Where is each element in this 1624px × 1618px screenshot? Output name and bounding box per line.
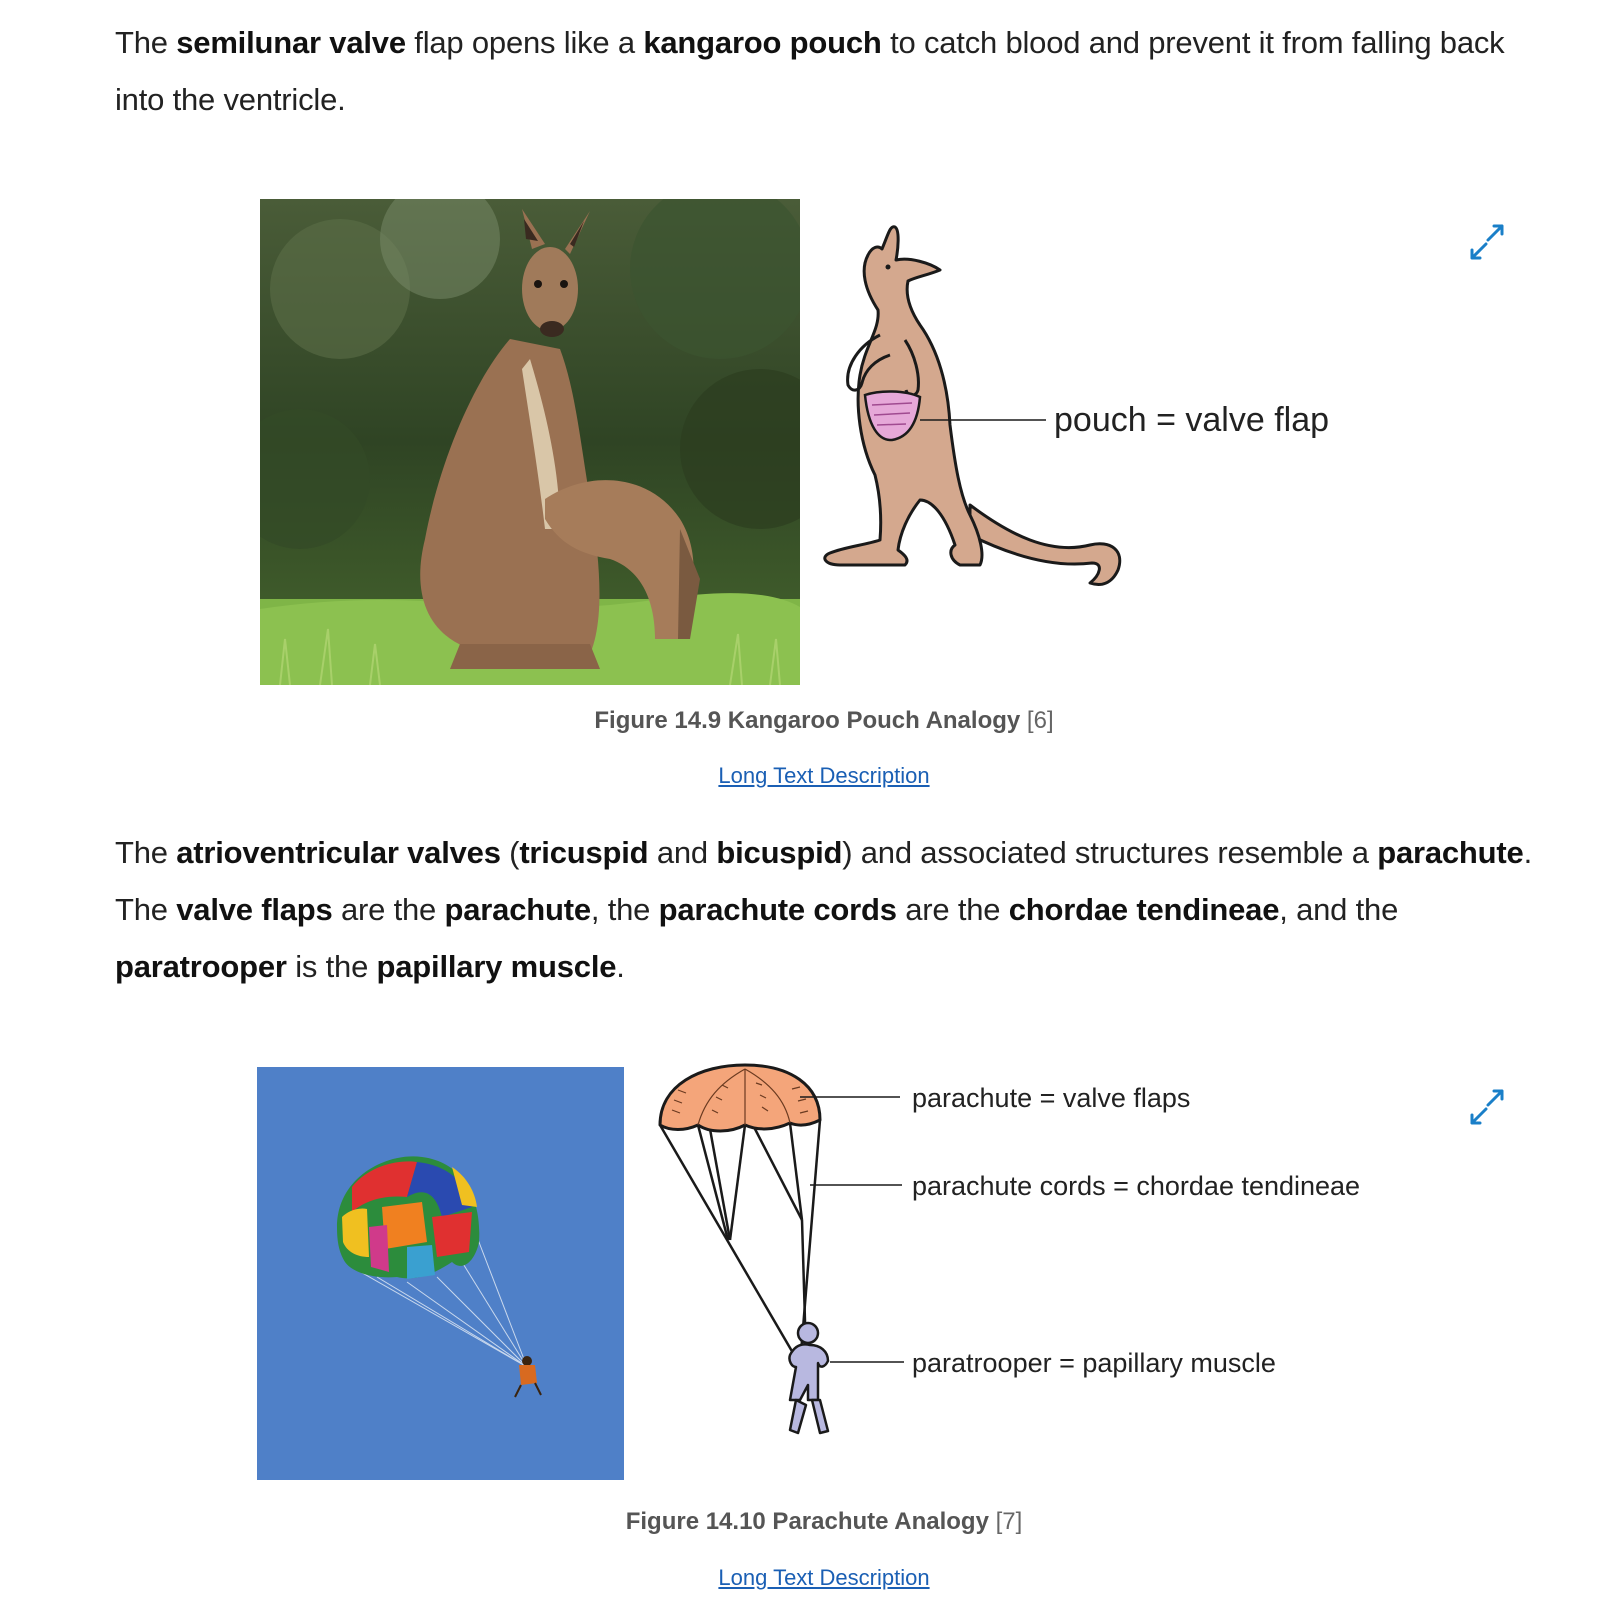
term-papillary-muscle: papillary muscle	[376, 949, 617, 984]
label-parachute-cords: parachute cords = chordae tendineae	[912, 1171, 1361, 1201]
long-text-description-link[interactable]: Long Text Description	[718, 1565, 930, 1590]
long-text-description-link[interactable]: Long Text Description	[718, 763, 930, 788]
term-bicuspid: bicuspid	[716, 835, 843, 870]
long-description-container	[0, 763, 1624, 789]
parachute-diagram	[650, 1055, 1430, 1455]
term-atrioventricular-valves: atrioventricular valves	[176, 835, 501, 870]
term-parachute-cords: parachute cords	[658, 892, 897, 927]
term-kangaroo-pouch: kangaroo pouch	[643, 25, 882, 60]
term-semilunar-valve: semilunar valve	[176, 25, 406, 60]
figure-caption	[0, 707, 1624, 735]
label-parachute: parachute = valve flaps	[912, 1083, 1191, 1113]
term-parachute: parachute	[1377, 835, 1524, 870]
term-tricuspid: tricuspid	[519, 835, 649, 870]
paragraph-atrioventricular: The atrioventricular valves (tricuspid and bicuspid) and associated structures resemble a parachute. The valve flaps are the parachute, the parachute cords are the chordae tendineae, and the paratrooper is the papillary muscle.	[115, 835, 1532, 984]
caption-reference[interactable]: [7]	[995, 1508, 1023, 1535]
label-paratrooper: paratrooper = papillary muscle	[912, 1348, 1276, 1378]
parachute-photo	[257, 1067, 624, 1480]
long-description-container	[0, 1565, 1624, 1591]
caption-reference[interactable]: [6]	[1026, 707, 1054, 734]
expand-icon[interactable]	[1466, 1085, 1510, 1129]
figure-caption	[0, 1508, 1624, 1536]
term-paratrooper: paratrooper	[115, 949, 287, 984]
term-valve-flaps: valve flaps	[176, 892, 333, 927]
caption-title: Figure 14.9 Kangaroo Pouch Analogy	[594, 707, 1021, 734]
term-chordae-tendineae: chordae tendineae	[1008, 892, 1280, 927]
expand-icon[interactable]	[1466, 220, 1510, 264]
term-parachute-2: parachute	[444, 892, 591, 927]
paragraph-semilunar: The semilunar valve flap opens like a kangaroo pouch to catch blood and prevent it from falling back into the ventricle.	[115, 25, 1505, 117]
kangaroo-photo	[260, 199, 800, 685]
kangaroo-diagram	[820, 215, 1460, 615]
caption-title: Figure 14.10 Parachute Analogy	[625, 1508, 989, 1535]
pouch-label: pouch = valve flap	[1054, 401, 1330, 439]
